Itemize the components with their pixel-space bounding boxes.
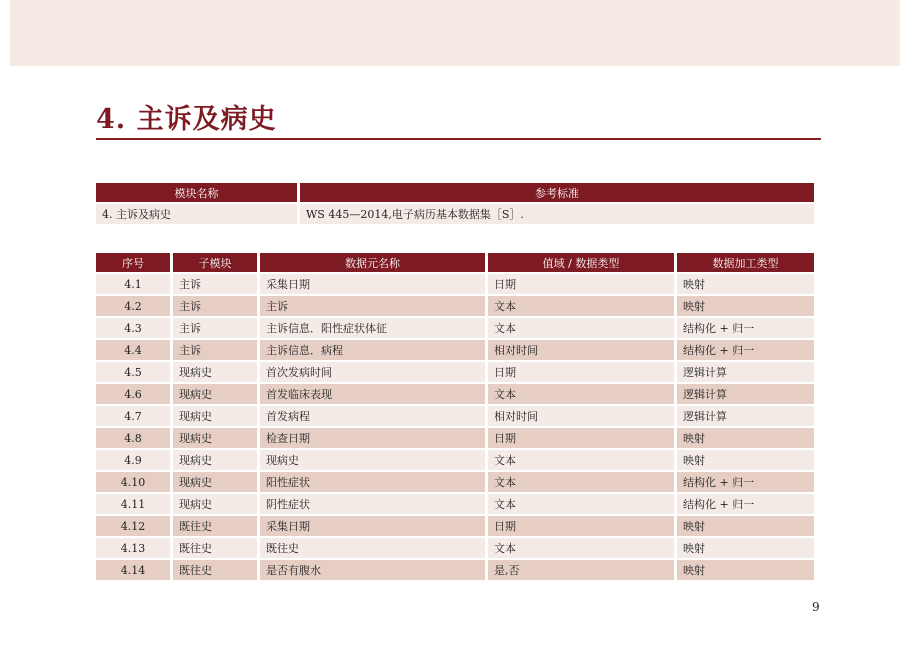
processing-type-cell: 映射: [677, 428, 814, 448]
element-name-cell: 首发病程: [260, 406, 485, 426]
submodule-cell: 现病史: [173, 362, 257, 382]
index-cell: 4.2: [96, 296, 170, 316]
processing-type-cell: 映射: [677, 538, 814, 558]
element-name-cell: 检查日期: [260, 428, 485, 448]
top-header-band: [10, 0, 900, 66]
title-divider: [96, 138, 821, 140]
header-value-domain: 值域 / 数据类型: [488, 253, 674, 272]
element-name-cell: 采集日期: [260, 274, 485, 294]
element-name-cell: 采集日期: [260, 516, 485, 536]
index-cell: 4.4: [96, 340, 170, 360]
table-row: [96, 318, 814, 338]
index-cell: 4.14: [96, 560, 170, 580]
element-name-cell: 主诉信息．阳性症状体征: [260, 318, 485, 338]
table-row: [96, 274, 814, 294]
table-row: [96, 450, 814, 470]
processing-type-cell: 结构化 + 归一: [677, 318, 814, 338]
value-domain-cell: 文本: [488, 450, 674, 470]
index-cell: 4.6: [96, 384, 170, 404]
module-name-cell: 4. 主诉及病史: [96, 204, 297, 224]
index-cell: 4.10: [96, 472, 170, 492]
header-element-name: 数据元名称: [260, 253, 485, 272]
data-elements-table: [93, 251, 817, 582]
value-domain-cell: 文本: [488, 384, 674, 404]
element-name-cell: 阳性症状: [260, 472, 485, 492]
submodule-cell: 既往史: [173, 560, 257, 580]
element-name-cell: 阴性症状: [260, 494, 485, 514]
value-domain-cell: 文本: [488, 472, 674, 492]
element-name-cell: 既往史: [260, 538, 485, 558]
index-cell: 4.7: [96, 406, 170, 426]
value-domain-cell: 是,否: [488, 560, 674, 580]
element-name-cell: 现病史: [260, 450, 485, 470]
submodule-cell: 主诉: [173, 340, 257, 360]
processing-type-cell: 映射: [677, 296, 814, 316]
processing-type-cell: 结构化 + 归一: [677, 340, 814, 360]
submodule-cell: 现病史: [173, 406, 257, 426]
processing-type-cell: 结构化 + 归一: [677, 472, 814, 492]
index-cell: 4.1: [96, 274, 170, 294]
value-domain-cell: 文本: [488, 296, 674, 316]
header-module-name: 模块名称: [96, 183, 297, 202]
table-row: [96, 428, 814, 448]
table-row: [96, 296, 814, 316]
header-reference-standard: 参考标准: [300, 183, 814, 202]
processing-type-cell: 映射: [677, 274, 814, 294]
table-row: [96, 538, 814, 558]
table-row: [96, 472, 814, 492]
value-domain-cell: 日期: [488, 428, 674, 448]
processing-type-cell: 逻辑计算: [677, 362, 814, 382]
processing-type-cell: 映射: [677, 450, 814, 470]
index-cell: 4.3: [96, 318, 170, 338]
element-name-cell: 是否有腹水: [260, 560, 485, 580]
submodule-cell: 现病史: [173, 450, 257, 470]
index-cell: 4.12: [96, 516, 170, 536]
index-cell: 4.13: [96, 538, 170, 558]
submodule-cell: 现病史: [173, 428, 257, 448]
header-submodule: 子模块: [173, 253, 257, 272]
value-domain-cell: 日期: [488, 516, 674, 536]
value-domain-cell: 文本: [488, 318, 674, 338]
index-cell: 4.11: [96, 494, 170, 514]
processing-type-cell: 结构化 + 归一: [677, 494, 814, 514]
element-name-cell: 首次发病时间: [260, 362, 485, 382]
submodule-cell: 现病史: [173, 384, 257, 404]
processing-type-cell: 映射: [677, 516, 814, 536]
submodule-cell: 主诉: [173, 318, 257, 338]
element-name-cell: 首发临床表现: [260, 384, 485, 404]
submodule-cell: 既往史: [173, 538, 257, 558]
table-row: [96, 494, 814, 514]
reference-row: [96, 204, 814, 224]
table-row: [96, 560, 814, 580]
page-title: 4. 主诉及病史: [96, 104, 277, 135]
header-index: 序号: [96, 253, 170, 272]
reference-table-header: [96, 183, 814, 202]
processing-type-cell: 映射: [677, 560, 814, 580]
value-domain-cell: 文本: [488, 538, 674, 558]
processing-type-cell: 逻辑计算: [677, 406, 814, 426]
value-domain-cell: 日期: [488, 362, 674, 382]
value-domain-cell: 相对时间: [488, 406, 674, 426]
header-processing-type: 数据加工类型: [677, 253, 814, 272]
submodule-cell: 既往史: [173, 516, 257, 536]
submodule-cell: 主诉: [173, 274, 257, 294]
table-row: [96, 384, 814, 404]
index-cell: 4.8: [96, 428, 170, 448]
value-domain-cell: 日期: [488, 274, 674, 294]
element-name-cell: 主诉: [260, 296, 485, 316]
reference-standard-cell: WS 445—2014,电子病历基本数据集［S］.: [300, 204, 814, 224]
submodule-cell: 现病史: [173, 472, 257, 492]
element-name-cell: 主诉信息．病程: [260, 340, 485, 360]
submodule-cell: 主诉: [173, 296, 257, 316]
index-cell: 4.9: [96, 450, 170, 470]
index-cell: 4.5: [96, 362, 170, 382]
table-row: [96, 406, 814, 426]
value-domain-cell: 相对时间: [488, 340, 674, 360]
reference-table: [93, 181, 817, 226]
data-table-header: [96, 253, 814, 272]
page-number: 9: [812, 600, 820, 614]
table-row: [96, 362, 814, 382]
value-domain-cell: 文本: [488, 494, 674, 514]
table-row: [96, 340, 814, 360]
processing-type-cell: 逻辑计算: [677, 384, 814, 404]
submodule-cell: 现病史: [173, 494, 257, 514]
table-row: [96, 516, 814, 536]
